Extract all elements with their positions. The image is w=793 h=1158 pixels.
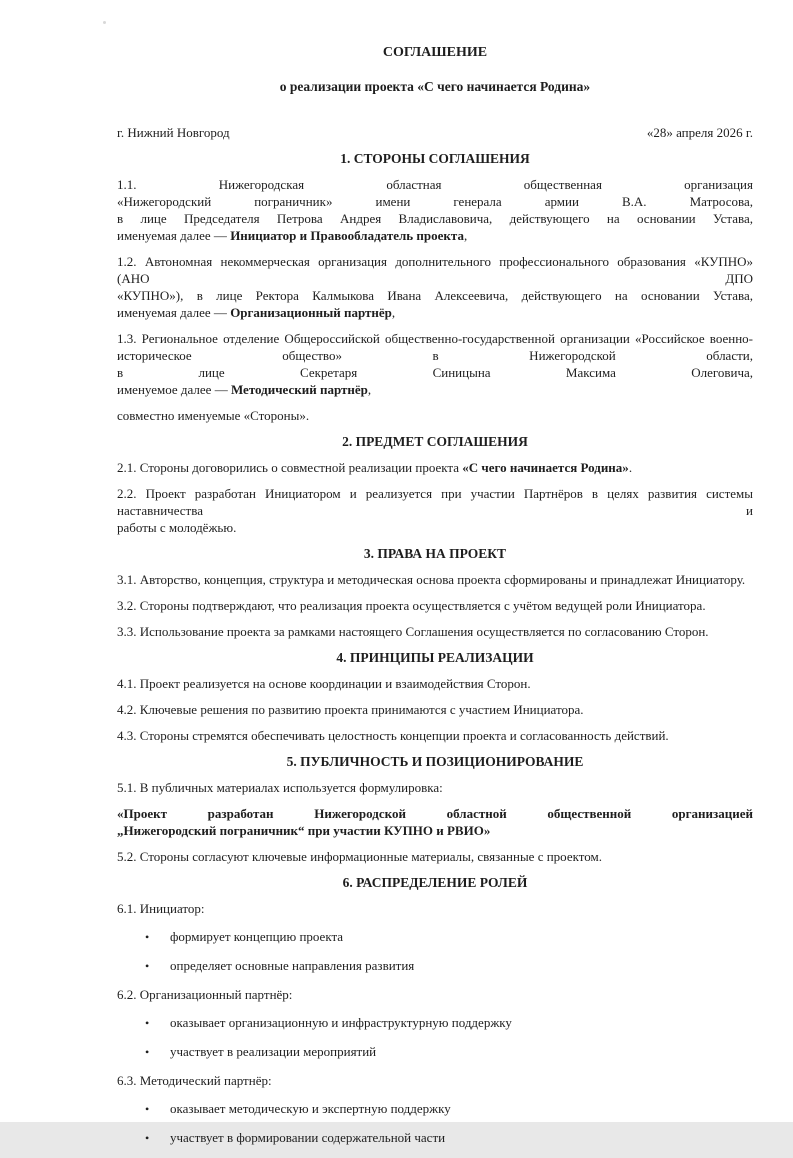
list-item xyxy=(117,1014,753,1032)
defined-term-initiator: Инициатор и Правообладатель проекта xyxy=(230,228,464,243)
clause-6-2: 6.2. Организационный партнёр: xyxy=(117,987,293,1002)
document-subtitle: о реализации проекта «С чего начинается Родина» xyxy=(279,79,591,94)
document-content xyxy=(117,44,753,1158)
list-item xyxy=(117,1129,753,1147)
text-run: . xyxy=(628,460,633,475)
clause-4-1: 4.1. Проект реализуется на основе координации и взаимодействия Сторон. xyxy=(117,676,531,691)
text-line xyxy=(117,227,753,244)
clause-2-1 xyxy=(117,459,753,476)
defined-term-method-partner: Методический партнёр xyxy=(230,382,368,397)
text-run: 2.1. Стороны договорились о совместной реализации проекта xyxy=(117,460,463,475)
clause-6-1: 6.1. Инициатор: xyxy=(117,901,205,916)
text-line xyxy=(117,304,753,321)
clause-1-3 xyxy=(117,330,753,398)
text-run: именуемое далее — xyxy=(117,382,231,397)
list-item-text: оказывает методическую и экспертную поддержку xyxy=(170,1101,451,1116)
scan-speck xyxy=(103,21,106,24)
text-line xyxy=(117,381,753,398)
place-date-row xyxy=(117,124,753,141)
clause-4-2: 4.2. Ключевые решения по развитию проекта принимаются с участием Инициатора. xyxy=(117,702,584,717)
text-line: 1.2. Автономная некоммерческая организация дополнительного профессионального образования «КУПНО» (АНО ДПО xyxy=(117,254,753,286)
section-heading-subject: 2. ПРЕДМЕТ СОГЛАШЕНИЯ xyxy=(342,434,528,449)
text-line: в лице Секретаря Синицына Максима Олеговича, xyxy=(117,365,753,380)
clause-parties-joint: совместно именуемые «Стороны». xyxy=(117,408,310,423)
bullet-icon: • xyxy=(145,1131,150,1145)
text-run: именуемая далее — xyxy=(117,228,231,243)
text-line: «Нижегородский пограничник» имени генерала армии В.А. Матросова, xyxy=(117,194,753,209)
section-heading-roles: 6. РАСПРЕДЕЛЕНИЕ РОЛЕЙ xyxy=(342,875,528,890)
list-item-text: участвует в формировании содержательной части xyxy=(170,1130,446,1145)
official-wording-quote xyxy=(117,805,753,839)
list-item-text: оказывает организационную и инфраструктурную поддержку xyxy=(170,1015,512,1030)
bullet-icon: • xyxy=(145,1102,150,1116)
text-run: , xyxy=(391,305,396,320)
text-line: «Проект разработан Нижегородской областной общественной организацией xyxy=(117,806,753,821)
list-item-text: определяет основные направления развития xyxy=(170,958,415,973)
defined-term-org-partner: Организационный партнёр xyxy=(230,305,392,320)
text-run: , xyxy=(463,228,468,243)
clause-3-3: 3.3. Использование проекта за рамками настоящего Соглашения осуществляется по согласованию Сторон. xyxy=(117,624,709,639)
project-name: «С чего начинается Родина» xyxy=(462,460,629,475)
list-item xyxy=(117,928,753,946)
clause-3-1: 3.1. Авторство, концепция, структура и методическая основа проекта сформированы и принадлежат Инициатору. xyxy=(117,572,746,587)
text-line: 1.1. Нижегородская областная общественная организация xyxy=(117,177,753,192)
clause-1-1 xyxy=(117,176,753,244)
section-heading-principles: 4. ПРИНЦИПЫ РЕАЛИЗАЦИИ xyxy=(336,650,534,665)
date-label: «28» апреля 2026 г. xyxy=(646,125,753,140)
text-line: „Нижегородский пограничник“ при участии КУПНО и РВИО» xyxy=(117,823,491,838)
clause-4-3: 4.3. Стороны стремятся обеспечивать целостность концепции проекта и согласованность действий. xyxy=(117,728,669,743)
text-line: историческое общество» в Нижегородской области, xyxy=(117,348,753,363)
text-run: именуемая далее — xyxy=(117,305,231,320)
section-heading-parties: 1. СТОРОНЫ СОГЛАШЕНИЯ xyxy=(340,151,530,166)
clause-5-1: 5.1. В публичных материалах используется формулировка: xyxy=(117,780,443,795)
list-item xyxy=(117,957,753,975)
place-label: г. Нижний Новгород xyxy=(117,125,230,140)
section-heading-rights: 3. ПРАВА НА ПРОЕКТ xyxy=(363,546,507,561)
list-item-text: формирует концепцию проекта xyxy=(170,929,344,944)
list-item-text: участвует в реализации мероприятий xyxy=(170,1044,377,1059)
text-line: 1.3. Региональное отделение Общероссийской общественно-государственной организации «Российское военно- xyxy=(117,331,753,346)
list-item xyxy=(117,1043,753,1061)
section-heading-publicity: 5. ПУБЛИЧНОСТЬ И ПОЗИЦИОНИРОВАНИЕ xyxy=(286,754,584,769)
clause-3-2: 3.2. Стороны подтверждают, что реализация проекта осуществляется с учётом ведущей роли Инициатора. xyxy=(117,598,706,613)
document-title: СОГЛАШЕНИЕ xyxy=(382,45,488,60)
text-line: «КУПНО»), в лице Ректора Калмыкова Ивана Алексеевича, действующего на основании Устава, xyxy=(117,288,753,303)
clause-2-2 xyxy=(117,485,753,536)
text-line: работы с молодёжью. xyxy=(117,520,237,535)
list-item xyxy=(117,1100,753,1118)
bullet-icon: • xyxy=(145,959,150,973)
bullet-icon: • xyxy=(145,1045,150,1059)
clause-1-2 xyxy=(117,253,753,321)
clause-6-3: 6.3. Методический партнёр: xyxy=(117,1073,272,1088)
bullet-icon: • xyxy=(145,930,150,944)
text-line: 2.2. Проект разработан Инициатором и реализуется при участии Партнёров в целях развития системы наставничества и xyxy=(117,486,753,518)
bullet-icon: • xyxy=(145,1016,150,1030)
text-run: , xyxy=(367,382,372,397)
text-line: в лице Председателя Петрова Андрея Владиславовича, действующего на основании Устава, xyxy=(117,211,753,226)
clause-5-2: 5.2. Стороны согласуют ключевые информационные материалы, связанные с проектом. xyxy=(117,849,602,864)
